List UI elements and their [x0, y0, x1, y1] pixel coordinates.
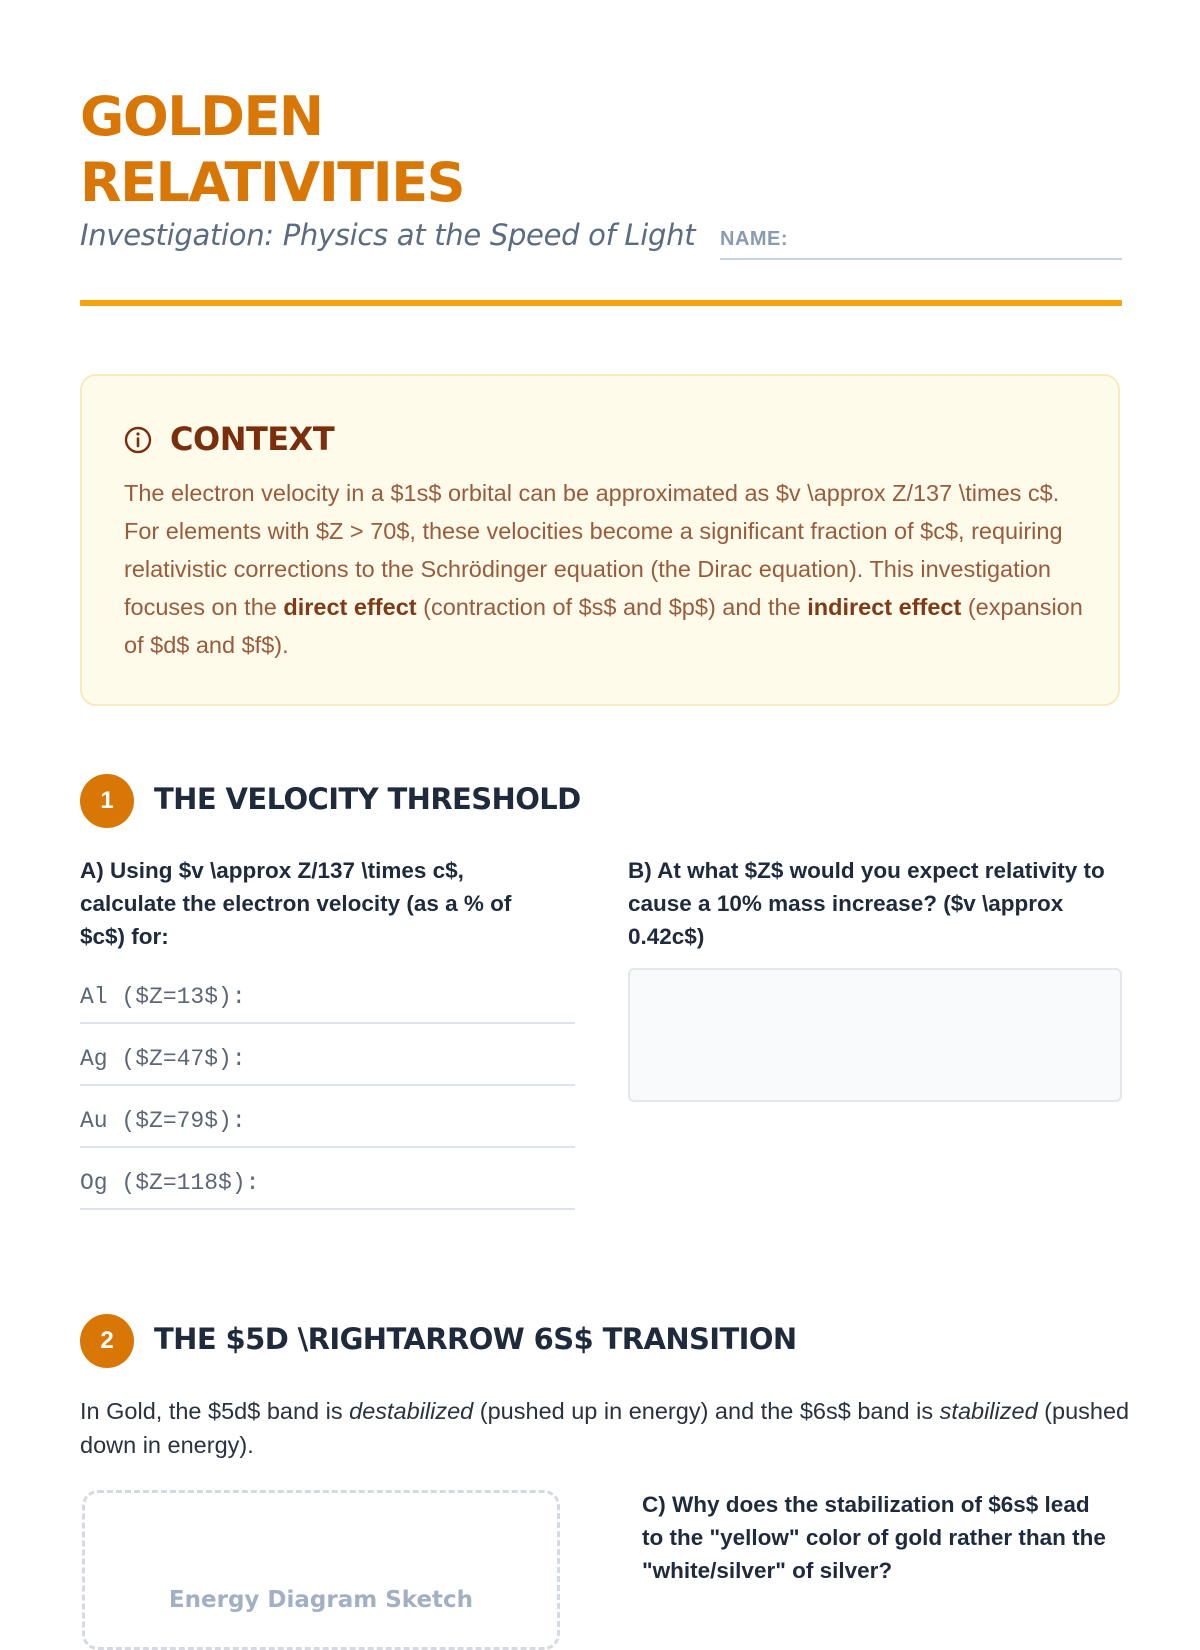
row-label: Au ($Z=79$):: [80, 1108, 246, 1134]
answer-box-b[interactable]: [628, 968, 1122, 1102]
name-field[interactable]: [720, 258, 1122, 260]
question-b: B) At what $Z$ would you expect relativity to cause a 10% mass increase? ($v \approx 0.42c$): [628, 858, 1105, 949]
section-2-intro: In Gold, the $5d$ band is destabilized (pushed up in energy) and the $6s$ band is stabilized (pushed down in energy).: [80, 1398, 1130, 1458]
info-circle-icon: [124, 426, 152, 454]
section-2-title: THE $5D \RIGHTARROW 6S$ TRANSITION: [154, 1322, 797, 1356]
direct-effect-term: direct effect: [283, 594, 417, 620]
page-subtitle: Investigation: Physics at the Speed of Light: [80, 218, 696, 252]
context-text: The electron velocity in a $1s$ orbital can be approximated as $v \approx Z/137 \times c$. For elements with $Z > 70$, these velocities become a significant fraction of $c$, requiring relativistic corrections to the Schrödinger equation (the Dirac equation). This investigation focuses on the direct effect (contraction of $s$ and $p$) and the indirect effect (expansion of $d$ and $f$).: [124, 480, 1083, 658]
name-label: NAME:: [720, 228, 789, 250]
title-line-1: GOLDEN: [80, 85, 323, 148]
indirect-effect-term: indirect effect: [807, 594, 962, 620]
energy-diagram-sketch-area[interactable]: [82, 1490, 560, 1650]
stabilized-term: stabilized: [939, 1398, 1038, 1424]
question-a: A) Using $v \approx Z/137 \times c$, calculate the electron velocity (as a % of $c$) for:: [80, 858, 512, 949]
row-label: Ag ($Z=47$):: [80, 1046, 246, 1072]
sketch-label: Energy Diagram Sketch: [168, 1587, 474, 1613]
title-line-2: RELATIVITIES: [80, 151, 464, 214]
section-2-badge: 2: [80, 1314, 134, 1368]
destabilized-term: destabilized: [349, 1398, 474, 1424]
answer-line-al[interactable]: [80, 982, 575, 1024]
section-1-badge: 1: [80, 774, 134, 828]
header-divider: [80, 300, 1122, 306]
answer-line-og[interactable]: [80, 1168, 575, 1210]
page-title: [80, 84, 780, 216]
section-1-title: THE VELOCITY THRESHOLD: [154, 782, 581, 816]
answer-line-au[interactable]: [80, 1106, 575, 1148]
row-label: Og ($Z=118$):: [80, 1170, 260, 1196]
context-heading: CONTEXT: [170, 420, 335, 458]
row-label: Al ($Z=13$):: [80, 984, 246, 1010]
answer-line-ag[interactable]: [80, 1044, 575, 1086]
question-c: C) Why does the stabilization of $6s$ lead to the "yellow" color of gold rather than the "white/silver" of silver?: [642, 1492, 1106, 1583]
context-box: [80, 374, 1120, 706]
